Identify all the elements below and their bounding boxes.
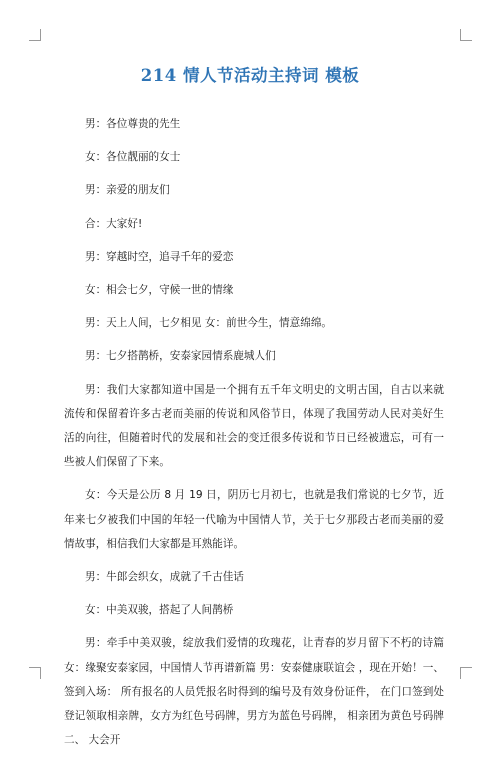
crop-mark-top-left: [29, 29, 41, 41]
crop-mark-top-right: [460, 29, 472, 41]
paragraph: 男：亲爱的朋友们: [85, 184, 170, 197]
paragraph: 男：穿越时空，追寻千年的爱恋: [85, 250, 234, 263]
document-body: [64, 112, 444, 761]
paragraph: 男：我们大家都知道中国是一个拥有五千年文明史的文明古国，自古以来就流传和保留着许多古老而美丽的传说和风俗节日，体现了我国劳动人民对美好生活的向往，但随着时代的发展和社会的变迁很多传说和节日已经被遗忘，可有一些被人们保留了下来。: [64, 383, 444, 469]
paragraph: 女：中美双骏，搭起了人间鹊桥: [85, 604, 234, 617]
paragraph: 男：天上人间，七夕相见 女：前世今生，情意绵绵。: [85, 317, 333, 330]
paragraph: 男：牵手中美双骏，绽放我们爱情的玫瑰花，让青春的岁月留下不朽的诗篇 女：缘聚安泰家园，中国情人节再谱新篇 男：安泰健康联谊会 ，现在开始！一、 签到入场： 所有报名的人员凭报名时得到的编号及有效身份证件， 在门口签到处登记领取相亲牌，女方为红色号码牌，男方为蓝色号码牌， 相亲团为黄色号码牌 二、 大会开: [64, 637, 444, 747]
crop-mark-bottom-right: [460, 667, 472, 679]
paragraph: 男：牛郎会织女，成就了千古佳话: [85, 571, 244, 584]
paragraph: 女：今天是公历 8 月 19 日，阴历七月初七，也就是我们常说的七夕节，近年来七夕被我们中国的年轻一代喻为中国情人节，关于七夕那段古老而美丽的爱情故事，相信我们大家都是耳熟能详。: [64, 489, 444, 550]
paragraph: 男：各位尊贵的先生: [85, 118, 181, 130]
crop-mark-bottom-left: [29, 667, 41, 679]
document-title: 214 情人节活动主持词 模板: [140, 66, 360, 85]
paragraph: 女：相会七夕，守候一世的情缘: [85, 284, 234, 297]
paragraph: 合：大家好!: [85, 217, 143, 230]
paragraph: 男：七夕搭鹊桥，安泰家园情系鹿城人们: [85, 350, 276, 363]
paragraph: 女：各位靓丽的女士: [85, 151, 181, 164]
